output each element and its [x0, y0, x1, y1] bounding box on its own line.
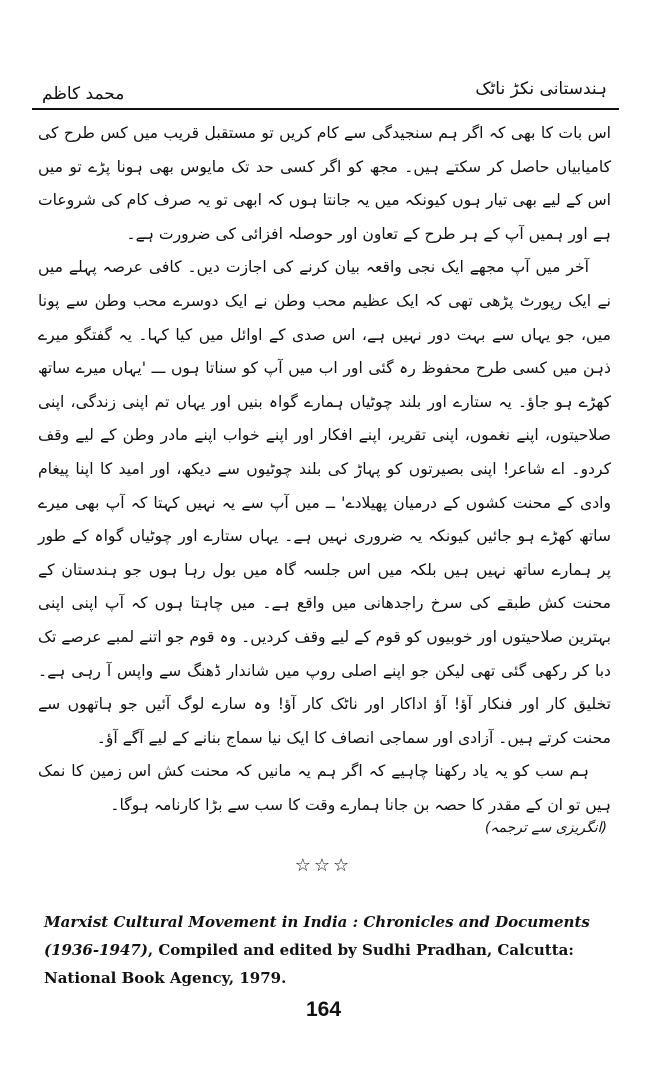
paragraph-1: اس بات کا بھی کہ اگر ہم سنجیدگی سے کام کریں تو مستقبل قریب میں کس طرح کی کامیابیاں حاصل کر سکتے ہیں۔ مجھ کو اگر کسی حد تک مایوس بھی ہونا پڑے تو میں اس کے لیے بھی تیار ہوں کیونکہ میں یہ جانتا ہوں کہ ابھی تو یہ صرف کام کی شروعات ہے اور ہمیں آپ کے ہر طرح کے تعاون اور حوصلہ افزائی کی ضرورت ہے۔ [38, 124, 611, 243]
header-book-title: ہندستانی نکڑ ناٹک [475, 79, 607, 99]
paragraph-3: ہم سب کو یہ یاد رکھنا چاہیے کہ اگر ہم یہ مانیں کہ محنت کش اس زمین کا نمک ہیں تو ان کے مقدر کا حصہ بن جانا ہمارے وقت کا سب سے بڑا کارنامہ ہوگا۔ [38, 762, 611, 814]
translation-note: (انگریزی سے ترجمہ) [484, 820, 607, 836]
header-author: محمد کاظم [42, 84, 125, 104]
citation-title: Marxist Cultural Movement in India : Chronicles and Documents (1936-1947) [44, 913, 590, 959]
header-rule [32, 108, 619, 110]
citation-details: , Compiled and edited by Sudhi Pradhan, Calcutta: National Book Agency, 1979. [44, 941, 574, 987]
paragraph-2: آخر میں آپ مجھے ایک نجی واقعہ بیان کرنے کی اجازت دیں۔ کافی عرصہ پہلے میں نے ایک رپورٹ پڑھی تھی کہ ایک عظیم محب وطن نے ایک دوسرے محب وطن سے پونا میں، جو یہاں سے بہت دور نہیں ہے، اس صدی کے اوائل میں کیا کہا۔ یہ گفتگو میرے ذہن میں کسی طرح محفوظ رہ گئی اور اب میں آپ کو سناتا ہوں ـــ 'یہاں میرے ساتھ کھڑے ہو جاؤ۔ یہ ستارے اور بلند چوٹیاں ہمارے گواہ بنیں اور یہاں تم اپنی زندگی، اپنی صلاحیتوں، اپنے نغموں، اپنی تقریر، اپنے افکار اور اپنے خواب اپنے مادر وطن کے لیے وقف کردو۔ اے شاعر! اپنی بصیرتوں کو پہاڑ کی بلند چوٹیوں سے دیکھ، اور امید کا اپنا پیغام وادی کے محنت کشوں کے درمیان پھیلادے' ــ میں آپ سے یہ نہیں کہتا کہ آپ بھی میرے ساتھ کھڑے ہو جائیں کیونکہ یہ ضروری نہیں ہے۔ یہاں ستارے اور چوٹیاں گواہ کے طور پر ہمارے ساتھ نہیں ہیں بلکہ میں اس جلسہ گاہ میں بول رہا ہوں جو ہندستان کے محنت کش طبقے کی سرخ راجدھانی میں واقع ہے۔ میں چاہتا ہوں کہ آپ اپنی اپنی بہترین صلاحیتوں اور خوبیوں کو قوم کے لیے وقف کردیں۔ وہ قوم جو اتنے لمبے عرصے تک دبا کر رکھی گئی تھی لیکن جو اپنے اصلی روپ میں شاندار ڈھنگ سے واپس آ رہی ہے۔ تخلیق کار اور فنکار آؤ! آؤ اداکار اور ناٹک کار آؤ! وہ سارے لوگ آئیں جو ہاتھوں سے محنت کرتے ہیں۔ آزادی اور سماجی انصاف کا ایک نیا سماج بنانے کے لیے آگے آؤ۔ [38, 258, 611, 747]
running-header [32, 72, 617, 112]
citation [44, 908, 603, 992]
page-number: 164 [305, 998, 342, 1021]
section-separator: ☆☆☆ [294, 855, 353, 876]
body-text [38, 117, 611, 822]
